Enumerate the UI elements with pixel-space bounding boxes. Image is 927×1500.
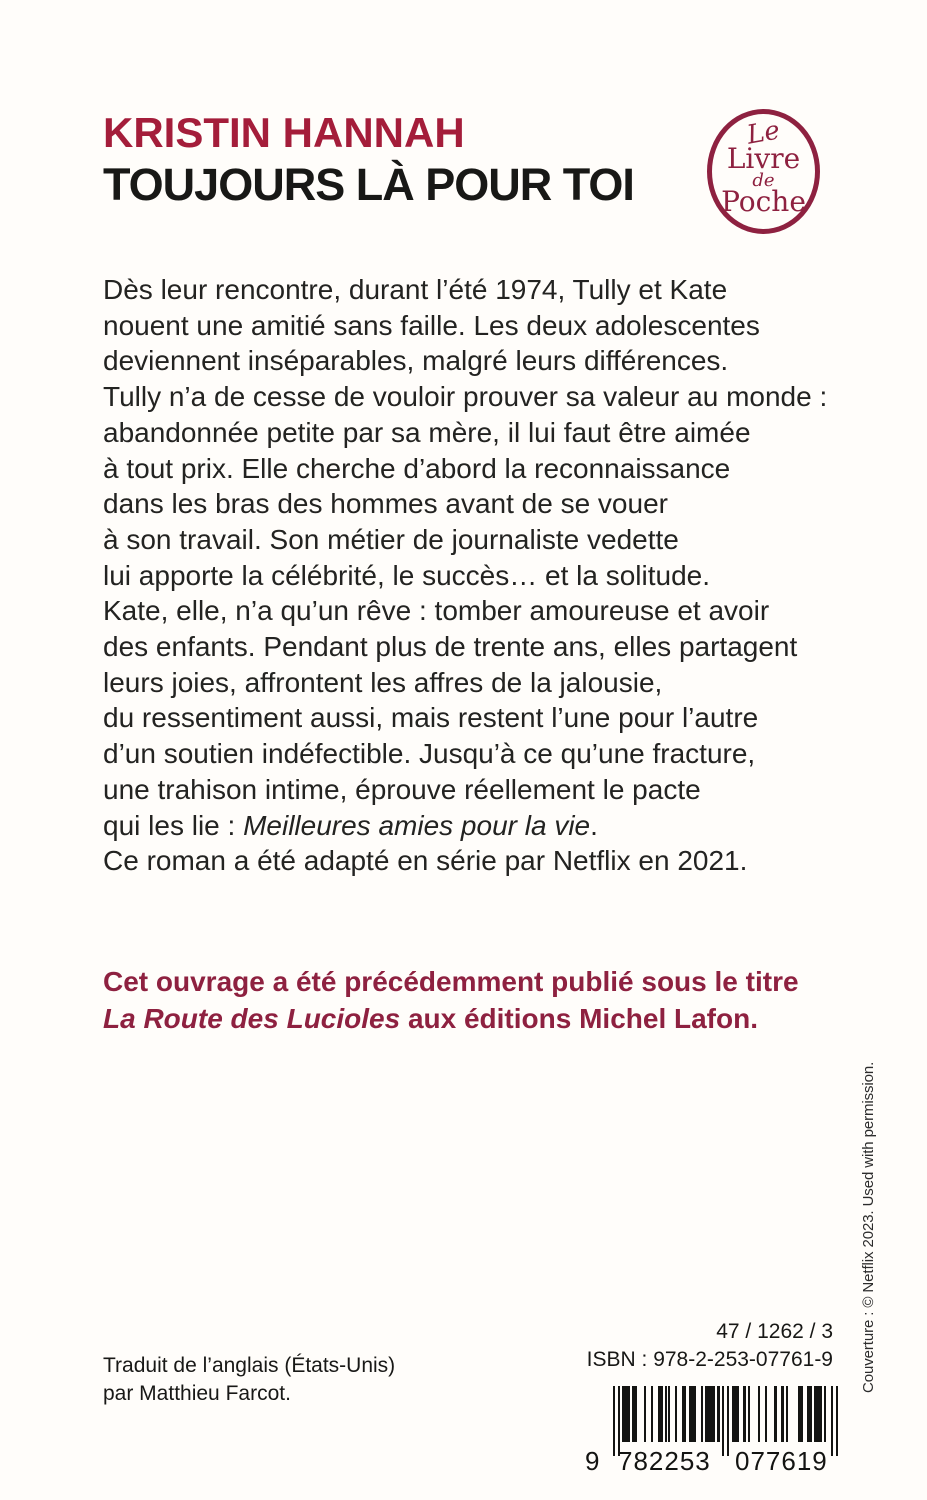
barcode-digits xyxy=(585,1446,845,1476)
text-line: lui apporte la célébrité, le succès… et la solitude. xyxy=(103,559,710,591)
text-line: Dès leur rencontre, durant l’été 1974, Tully et Kate xyxy=(103,274,728,305)
text-line: Tully n’a de cesse de vouloir prouver sa valeur au monde : xyxy=(103,381,828,413)
publisher-logo xyxy=(707,109,820,234)
colophon xyxy=(587,1318,833,1374)
barcode-lead-digit: 9 xyxy=(585,1446,601,1476)
translation-credit xyxy=(103,1352,395,1408)
text-line: Cet ouvrage a été précédemment publié sous le titre xyxy=(103,966,799,997)
text-line: Kate, elle, n’a qu’un rêve : tomber amoureuse et avoir xyxy=(103,595,770,627)
text-line: qui les lie : Meilleures amies pour la vie. xyxy=(103,809,598,841)
book-title: TOUJOURS LÀ POUR TOI xyxy=(103,159,634,210)
text-line: Ce roman a été adapté en série par Netflix en 2021. xyxy=(103,845,748,877)
synopsis-text xyxy=(103,272,883,879)
author-name: KRISTIN HANNAH xyxy=(103,109,465,156)
cover-photo-credit: Couverture : © Netflix 2023. Used with permission. xyxy=(860,1061,877,1393)
translation-line-1: Traduit de l’anglais (États-Unis) xyxy=(103,1354,396,1377)
logo-word-livre: Livre xyxy=(726,142,801,175)
barcode-right-group: 077619 xyxy=(735,1446,828,1476)
text-line: abandonnée petite par sa mère, il lui faut être aimée xyxy=(103,416,751,448)
text-line: dans les bras des hommes avant de se vouer xyxy=(103,488,668,520)
text-line: leurs joies, affrontent les affres de la jalousie, xyxy=(103,666,663,698)
translation-line-2: par Matthieu Farcot. xyxy=(103,1382,291,1405)
reprint-notice xyxy=(103,963,799,1037)
text-line: des enfants. Pendant plus de trente ans, elles partagent xyxy=(103,631,798,663)
barcode-left-group: 782253 xyxy=(618,1446,711,1476)
isbn-number: ISBN : 978-2-253-07761-9 xyxy=(586,1348,833,1371)
text-line: d’un soutien indéfectible. Jusqu’à ce qu’une fracture, xyxy=(103,738,756,770)
text-line: à tout prix. Elle cherche d’abord la reconnaissance xyxy=(103,452,731,484)
text-line: La Route des Lucioles aux éditions Michel Lafon. xyxy=(103,1003,758,1034)
text-line: du ressentiment aussi, mais restent l’une pour l’autre xyxy=(103,702,759,734)
logo-word-de: de xyxy=(752,169,775,191)
print-run-code: 47 / 1262 / 3 xyxy=(716,1320,833,1343)
logo-word-le: Le xyxy=(744,115,783,151)
logo-word-poche: Poche xyxy=(721,184,806,218)
text-line: nouent une amitié sans faille. Les deux adolescentes xyxy=(103,309,760,341)
text-line: une trahison intime, éprouve réellement le pacte xyxy=(103,773,701,805)
text-line: deviennent inséparables, malgré leurs différences. xyxy=(103,345,729,377)
text-line: à son travail. Son métier de journaliste vedette xyxy=(103,523,679,555)
